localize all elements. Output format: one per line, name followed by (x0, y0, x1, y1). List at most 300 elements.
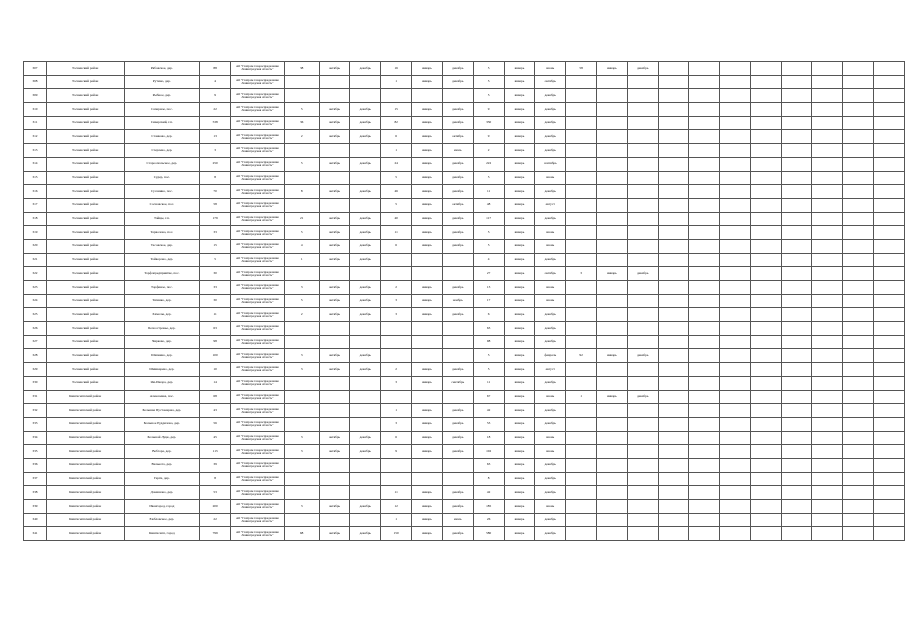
cell-org: АО "Газпром газораспределение Ленинградская область" (231, 157, 285, 171)
cell-empty (843, 62, 874, 76)
cell-empty (874, 376, 905, 390)
cell-empty (720, 198, 751, 212)
cell-empty (689, 116, 720, 130)
cell-empty (658, 458, 689, 472)
cell-c12 (627, 404, 658, 418)
cell-empty (812, 281, 843, 295)
cell-empty (874, 486, 905, 500)
cell-empty (812, 116, 843, 130)
cell-empty (781, 171, 812, 185)
cell-c5: январь (412, 294, 443, 308)
cell-c8: январь (504, 486, 535, 500)
cell-c1: 5 (284, 157, 319, 171)
cell-org: АО "Газпром газораспределение Ленинградская область" (231, 527, 285, 541)
cell-c5: январь (412, 116, 443, 130)
cell-empty (843, 239, 874, 253)
cell-empty (843, 527, 874, 541)
cell-c4: 9 (381, 445, 412, 459)
cell-empty (812, 171, 843, 185)
cell-c12 (627, 198, 658, 212)
cell-c4 (381, 253, 412, 267)
cell-pop: 200 (200, 500, 231, 514)
cell-empty (812, 253, 843, 267)
cell-c11 (596, 486, 627, 500)
cell-org: АО "Газпром газораспределение Ленинградская область" (231, 75, 285, 89)
cell-n: 315 (24, 171, 47, 185)
cell-c1: 3 (284, 431, 319, 445)
cell-c5: январь (412, 185, 443, 199)
cell-c9: июнь (535, 239, 566, 253)
cell-district: Тосненский район (46, 198, 124, 212)
cell-c8: январь (504, 144, 535, 158)
cell-c1: 5 (284, 103, 319, 117)
cell-pop: 22 (200, 103, 231, 117)
cell-empty (689, 363, 720, 377)
cell-empty (750, 308, 781, 322)
cell-pop: 14 (200, 376, 231, 390)
cell-pop: 98 (200, 335, 231, 349)
cell-empty (812, 417, 843, 431)
cell-empty (720, 157, 751, 171)
cell-empty (750, 486, 781, 500)
cell-pop: 30 (200, 294, 231, 308)
cell-c8: январь (504, 267, 535, 281)
cell-c2: октябрь (319, 431, 350, 445)
cell-c10 (566, 486, 597, 500)
cell-c2 (319, 417, 350, 431)
cell-c6 (442, 458, 473, 472)
cell-empty (781, 144, 812, 158)
cell-empty (874, 185, 905, 199)
cell-c10 (566, 185, 597, 199)
cell-empty (843, 500, 874, 514)
cell-c9: декабрь (535, 472, 566, 486)
cell-c6: декабрь (442, 404, 473, 418)
cell-c10 (566, 89, 597, 103)
cell-c8: январь (504, 376, 535, 390)
cell-empty (750, 116, 781, 130)
cell-district: Тосненский район (46, 103, 124, 117)
cell-c4: 3 (381, 294, 412, 308)
cell-c3 (350, 144, 381, 158)
cell-c1 (284, 75, 319, 89)
cell-c3 (350, 89, 381, 103)
cell-pop: 53 (200, 486, 231, 500)
cell-empty (874, 513, 905, 527)
cell-c11 (596, 75, 627, 89)
cell-c3 (350, 171, 381, 185)
cell-c3 (350, 417, 381, 431)
cell-district: Тосненский район (46, 376, 124, 390)
cell-empty (720, 185, 751, 199)
cell-c9: декабрь (535, 253, 566, 267)
cell-empty (781, 89, 812, 103)
cell-empty (689, 390, 720, 404)
cell-c2 (319, 144, 350, 158)
cell-empty (658, 472, 689, 486)
table-row (24, 130, 905, 144)
cell-place: Велькота, дер. (124, 458, 200, 472)
cell-c8: январь (504, 185, 535, 199)
cell-pop: 179 (200, 212, 231, 226)
cell-c10 (566, 458, 597, 472)
cell-c1: 4 (284, 239, 319, 253)
cell-empty (843, 294, 874, 308)
cell-c8: январь (504, 226, 535, 240)
cell-district: Тосненский район (46, 212, 124, 226)
cell-n: 323 (24, 281, 47, 295)
cell-empty (812, 472, 843, 486)
cell-c5 (412, 335, 443, 349)
cell-c12 (627, 75, 658, 89)
cell-c8: январь (504, 322, 535, 336)
cell-c11: январь (596, 62, 627, 76)
cell-n: 332 (24, 404, 47, 418)
cell-empty (750, 157, 781, 171)
cell-empty (720, 472, 751, 486)
table-row (24, 376, 905, 390)
cell-c8: январь (504, 527, 535, 541)
cell-pop: 56 (200, 417, 231, 431)
cell-empty (843, 322, 874, 336)
cell-empty (781, 322, 812, 336)
cell-empty (720, 486, 751, 500)
cell-c9: декабрь (535, 144, 566, 158)
cell-n: 312 (24, 130, 47, 144)
cell-c10 (566, 226, 597, 240)
cell-c4: 24 (381, 157, 412, 171)
cell-c1 (284, 472, 319, 486)
cell-c11 (596, 308, 627, 322)
cell-c7: 13 (473, 281, 504, 295)
cell-c6 (442, 267, 473, 281)
cell-empty (781, 458, 812, 472)
cell-empty (658, 349, 689, 363)
cell-place: Рябовское, дер. (124, 62, 200, 76)
cell-place: Тойворово, дер. (124, 253, 200, 267)
cell-district: Кингисеппский район (46, 500, 124, 514)
cell-n: 311 (24, 116, 47, 130)
cell-empty (843, 486, 874, 500)
cell-empty (689, 226, 720, 240)
cell-empty (781, 198, 812, 212)
cell-pop: 68 (200, 390, 231, 404)
cell-c1: 3 (284, 500, 319, 514)
cell-c3 (350, 390, 381, 404)
cell-c5: январь (412, 103, 443, 117)
cell-c1 (284, 322, 319, 336)
cell-n: 335 (24, 445, 47, 459)
cell-empty (720, 390, 751, 404)
cell-c11 (596, 239, 627, 253)
cell-c10 (566, 417, 597, 431)
cell-c10: 58 (566, 62, 597, 76)
cell-c10 (566, 363, 597, 377)
cell-c6 (442, 472, 473, 486)
cell-empty (689, 486, 720, 500)
cell-c8: январь (504, 390, 535, 404)
cell-empty (750, 390, 781, 404)
cell-c1: 68 (284, 527, 319, 541)
cell-c5: январь (412, 527, 443, 541)
cell-org: АО "Газпром газораспределение Ленинградская область" (231, 486, 285, 500)
cell-empty (843, 335, 874, 349)
cell-empty (689, 198, 720, 212)
cell-c10 (566, 376, 597, 390)
cell-n: 321 (24, 253, 47, 267)
cell-empty (720, 322, 751, 336)
cell-org: АО "Газпром газораспределение Ленинградская область" (231, 239, 285, 253)
cell-c7: 2 (473, 144, 504, 158)
cell-empty (720, 527, 751, 541)
cell-empty (874, 500, 905, 514)
cell-empty (720, 253, 751, 267)
cell-empty (689, 89, 720, 103)
cell-empty (781, 390, 812, 404)
cell-empty (658, 527, 689, 541)
cell-empty (843, 185, 874, 199)
cell-c7: 117 (473, 212, 504, 226)
cell-c5: январь (412, 226, 443, 240)
cell-c7: 5 (473, 89, 504, 103)
cell-empty (689, 472, 720, 486)
cell-c5: январь (412, 130, 443, 144)
cell-pop: 63 (200, 322, 231, 336)
cell-c3: декабрь (350, 185, 381, 199)
cell-district: Тосненский район (46, 294, 124, 308)
cell-c6: декабрь (442, 417, 473, 431)
cell-place: Большой Луцк, дер. (124, 431, 200, 445)
cell-empty (750, 417, 781, 431)
cell-c7: 26 (473, 513, 504, 527)
cell-c4: 2 (381, 281, 412, 295)
cell-empty (843, 445, 874, 459)
cell-c5: январь (412, 75, 443, 89)
cell-c2 (319, 75, 350, 89)
cell-c8: январь (504, 239, 535, 253)
cell-c3 (350, 335, 381, 349)
cell-c12 (627, 89, 658, 103)
cell-c5 (412, 89, 443, 103)
cell-empty (658, 130, 689, 144)
cell-empty (781, 445, 812, 459)
cell-place: Сосновское, пос. (124, 198, 200, 212)
cell-empty (689, 130, 720, 144)
cell-c2: октябрь (319, 116, 350, 130)
cell-org: АО "Газпром газораспределение Ленинградская область" (231, 308, 285, 322)
cell-empty (812, 212, 843, 226)
cell-empty (720, 500, 751, 514)
cell-empty (720, 171, 751, 185)
cell-empty (750, 226, 781, 240)
cell-district: Тосненский район (46, 75, 124, 89)
cell-empty (750, 322, 781, 336)
cell-empty (781, 239, 812, 253)
cell-empty (874, 458, 905, 472)
cell-c12 (627, 500, 658, 514)
cell-c1 (284, 458, 319, 472)
cell-empty (874, 445, 905, 459)
cell-c10 (566, 281, 597, 295)
cell-empty (781, 500, 812, 514)
cell-empty (874, 144, 905, 158)
cell-empty (843, 513, 874, 527)
cell-c6: декабрь (442, 445, 473, 459)
cell-empty (812, 198, 843, 212)
table-body (24, 62, 905, 541)
cell-empty (750, 281, 781, 295)
cell-c9: декабрь (535, 308, 566, 322)
table-row (24, 171, 905, 185)
cell-c11 (596, 322, 627, 336)
cell-place: Терволово, пос. (124, 226, 200, 240)
cell-org: АО "Газпром газораспределение Ленинградская область" (231, 103, 285, 117)
cell-place: Сиверский, г.п. (124, 116, 200, 130)
cell-place: Большое Руддилово, дер. (124, 417, 200, 431)
cell-empty (781, 130, 812, 144)
cell-c3 (350, 198, 381, 212)
cell-c7: 5 (473, 75, 504, 89)
cell-c9: декабрь (535, 185, 566, 199)
table-row (24, 445, 905, 459)
cell-empty (689, 322, 720, 336)
cell-c1 (284, 417, 319, 431)
cell-c9: июнь (535, 431, 566, 445)
table-row (24, 417, 905, 431)
cell-empty (658, 335, 689, 349)
cell-c12 (627, 294, 658, 308)
cell-empty (843, 390, 874, 404)
table-row (24, 185, 905, 199)
cell-empty (720, 130, 751, 144)
cell-empty (720, 335, 751, 349)
cell-org: АО "Газпром газораспределение Ленинградская область" (231, 294, 285, 308)
cell-c2: октябрь (319, 226, 350, 240)
cell-c9: декабрь (535, 130, 566, 144)
cell-c1: 8 (284, 185, 319, 199)
cell-empty (781, 308, 812, 322)
cell-c8: январь (504, 130, 535, 144)
cell-c2 (319, 513, 350, 527)
cell-c3 (350, 322, 381, 336)
cell-c7: 102 (473, 445, 504, 459)
cell-empty (750, 363, 781, 377)
cell-c8: январь (504, 431, 535, 445)
cell-c10 (566, 171, 597, 185)
cell-empty (658, 103, 689, 117)
cell-c2: октябрь (319, 445, 350, 459)
cell-empty (689, 144, 720, 158)
cell-c12 (627, 431, 658, 445)
cell-c2: октябрь (319, 185, 350, 199)
cell-empty (812, 103, 843, 117)
cell-org: АО "Газпром газораспределение Ленинградская область" (231, 417, 285, 431)
cell-c4 (381, 472, 412, 486)
cell-c9: февраль (535, 349, 566, 363)
cell-c12 (627, 116, 658, 130)
cell-empty (658, 171, 689, 185)
cell-c10 (566, 157, 597, 171)
cell-c9: декабрь (535, 89, 566, 103)
cell-empty (874, 130, 905, 144)
cell-empty (874, 294, 905, 308)
cell-empty (781, 253, 812, 267)
cell-c12 (627, 527, 658, 541)
cell-district: Кингисеппский район (46, 390, 124, 404)
cell-empty (781, 513, 812, 527)
cell-c9: декабрь (535, 322, 566, 336)
cell-c9: декабрь (535, 212, 566, 226)
table-row (24, 431, 905, 445)
cell-place: Ивангород, город (124, 500, 200, 514)
cell-pop: 3 (200, 144, 231, 158)
cell-c10 (566, 335, 597, 349)
cell-c4: 11 (381, 486, 412, 500)
cell-c12: декабрь (627, 267, 658, 281)
cell-n: 314 (24, 157, 47, 171)
cell-place: Алексеевка, пос. (124, 390, 200, 404)
cell-c4: 11 (381, 226, 412, 240)
cell-c5: январь (412, 212, 443, 226)
cell-c8: январь (504, 349, 535, 363)
cell-c4: 1 (381, 75, 412, 89)
cell-org: АО "Газпром газораспределение Ленинградская область" (231, 116, 285, 130)
cell-district: Кингисеппский район (46, 472, 124, 486)
cell-c8: январь (504, 62, 535, 76)
cell-n: 318 (24, 212, 47, 226)
cell-empty (720, 116, 751, 130)
cell-empty (750, 376, 781, 390)
cell-empty (689, 527, 720, 541)
cell-empty (812, 75, 843, 89)
cell-c1 (284, 171, 319, 185)
table-row (24, 267, 905, 281)
cell-c11 (596, 294, 627, 308)
cell-empty (720, 267, 751, 281)
cell-org: АО "Газпром газораспределение Ленинградская область" (231, 130, 285, 144)
cell-c11 (596, 472, 627, 486)
cell-pop: 9 (200, 89, 231, 103)
cell-empty (843, 363, 874, 377)
cell-pop: 58 (200, 198, 231, 212)
cell-c6: ноябрь (442, 294, 473, 308)
cell-district: Тосненский район (46, 144, 124, 158)
cell-c4: 15 (381, 103, 412, 117)
cell-pop: 799 (200, 527, 231, 541)
cell-c3: декабрь (350, 527, 381, 541)
table-row (24, 239, 905, 253)
cell-district: Тосненский район (46, 267, 124, 281)
cell-c3: декабрь (350, 116, 381, 130)
cell-empty (689, 267, 720, 281)
cell-c6: декабрь (442, 116, 473, 130)
cell-place: Стерлево, дер. (124, 144, 200, 158)
cell-pop: 22 (200, 513, 231, 527)
cell-empty (658, 308, 689, 322)
cell-empty (781, 226, 812, 240)
cell-c7: 5 (473, 226, 504, 240)
cell-c9: декабрь (535, 458, 566, 472)
cell-empty (689, 513, 720, 527)
cell-empty (843, 226, 874, 240)
cell-c4 (381, 390, 412, 404)
cell-c7: 11 (473, 185, 504, 199)
cell-empty (658, 513, 689, 527)
cell-c3 (350, 472, 381, 486)
cell-c12 (627, 363, 658, 377)
cell-c2: октябрь (319, 527, 350, 541)
cell-n: 333 (24, 417, 47, 431)
